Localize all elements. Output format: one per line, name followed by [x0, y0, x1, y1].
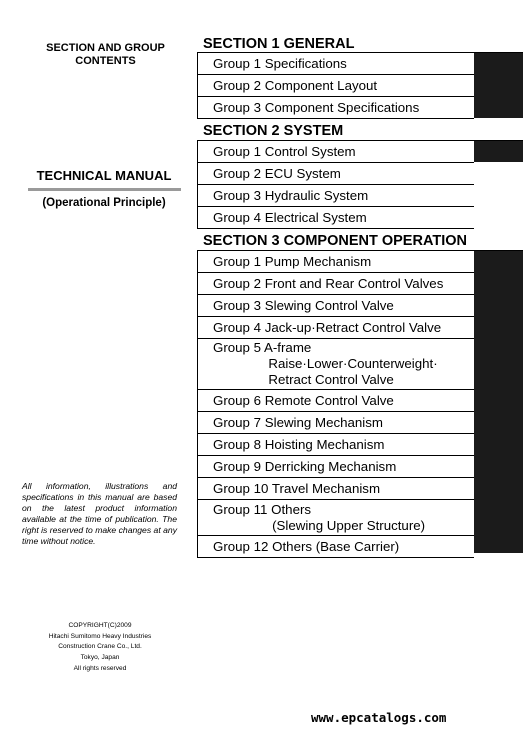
section-group-contents-heading: SECTION AND GROUP CONTENTS — [46, 42, 165, 67]
group-label: Group 6 Remote Control Valve — [213, 392, 394, 408]
group-item[interactable] — [197, 75, 474, 97]
group-item[interactable] — [197, 97, 474, 119]
section-3-title: SECTION 3 COMPONENT OPERATION — [203, 233, 467, 249]
group-item[interactable] — [197, 251, 474, 273]
group-item[interactable] — [197, 456, 474, 478]
group-item[interactable] — [197, 500, 474, 536]
group-item[interactable] — [197, 207, 474, 229]
manual-title: TECHNICAL MANUAL — [36, 168, 172, 183]
group-item[interactable] — [197, 53, 474, 75]
group-label: Group 4 Electrical System — [213, 209, 367, 225]
watermark-link[interactable]: www.epcatalogs.com — [311, 710, 447, 725]
group-label: Group 1 Control System — [213, 143, 356, 159]
group-item[interactable] — [197, 478, 474, 500]
section-3-tab[interactable] — [474, 251, 523, 553]
group-label: Group 1 Specifications — [213, 55, 347, 71]
title-divider — [28, 188, 181, 191]
section-1-groups — [197, 52, 523, 119]
group-label: Group 11 Others (Slewing Upper Structure) — [213, 501, 426, 533]
group-label: Group 4 Jack-up·Retract Control Valve — [213, 319, 442, 335]
group-label: Group 3 Hydraulic System — [213, 187, 369, 203]
group-label: Group 2 ECU System — [213, 165, 341, 181]
section-1-title: SECTION 1 GENERAL — [203, 36, 355, 52]
group-item[interactable] — [197, 295, 474, 317]
group-label: Group 3 Slewing Control Valve — [213, 297, 394, 313]
section-2-tab[interactable] — [474, 141, 523, 162]
group-item[interactable] — [197, 536, 474, 558]
group-label: Group 2 Front and Rear Control Valves — [213, 275, 444, 291]
section-2-title: SECTION 2 SYSTEM — [203, 123, 344, 139]
group-item[interactable] — [197, 390, 474, 412]
disclaimer-text: All information, illustrations and specifications in this manual are based on the latest product information available at the time of publication. The right is reserved to make changes at any time without notice. — [22, 481, 177, 546]
group-label: Group 1 Pump Mechanism — [213, 253, 372, 269]
group-label: Group 9 Derricking Mechanism — [213, 458, 397, 474]
group-item[interactable] — [197, 339, 474, 390]
group-item[interactable] — [197, 434, 474, 456]
copyright-notice: COPYRIGHT(C)2009 Hitachi Sumitomo Heavy Industries Construction Crane Co., Ltd. Tokyo, Japan All rights reserved — [48, 622, 152, 672]
group-label: Group 8 Hoisting Mechanism — [213, 436, 385, 452]
group-label: Group 2 Component Layout — [213, 77, 378, 93]
group-label: Group 5 A-frame Raise·Lower·Counterweight· Retract Control Valve — [213, 340, 438, 387]
group-label: Group 10 Travel Mechanism — [213, 480, 381, 496]
group-label: Group 3 Component Specifications — [213, 99, 420, 115]
section-3-groups — [197, 250, 523, 558]
group-item[interactable] — [197, 273, 474, 295]
group-label: Group 12 Others (Base Carrier) — [213, 538, 400, 554]
group-label: Group 7 Slewing Mechanism — [213, 414, 383, 430]
group-item[interactable] — [197, 185, 474, 207]
group-item[interactable] — [197, 317, 474, 339]
section-1-tab[interactable] — [474, 53, 523, 118]
group-item[interactable] — [197, 141, 474, 163]
section-2-groups — [197, 140, 523, 229]
group-item[interactable] — [197, 163, 474, 185]
group-item[interactable] — [197, 412, 474, 434]
manual-subtitle: (Operational Principle) — [42, 197, 166, 209]
